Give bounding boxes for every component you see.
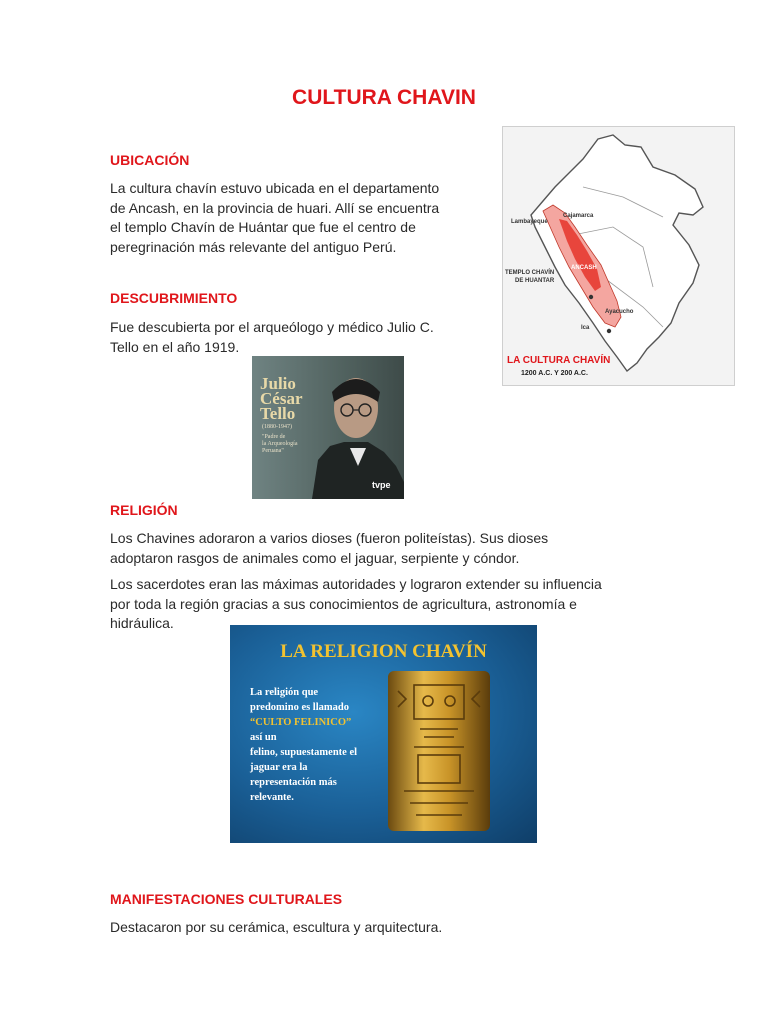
portrait-image <box>252 356 404 499</box>
text-line: por toda la región gracias a sus conocimientos de agricultura, astronomía e <box>110 595 577 612</box>
text-line: adoptaron rasgos de animales como el jaguar, serpiente y cóndor. <box>110 549 520 566</box>
text-line: Los Chavines adoraron a varios dioses (fueron politeístas). Sus dioses <box>110 530 549 546</box>
text-line: Destacaron por su cerámica, escultura y arquitectura. <box>110 919 443 935</box>
map-label-templo-line2: DE HUANTAR <box>515 278 555 284</box>
map-label-templo-line1: TEMPLO CHAVÍN <box>505 270 555 276</box>
portrait-subtitle-line: "Padre de <box>262 434 286 440</box>
map-label-ica: Ica <box>581 325 590 331</box>
map-label-ayacucho: Ayacucho <box>605 309 634 315</box>
paragraph-ubicacion <box>110 179 490 257</box>
portrait-name-line: César <box>260 389 303 408</box>
portrait-name-line: Tello <box>260 404 296 423</box>
gold-artifact <box>384 671 494 831</box>
map-label-ancash: ANCASH <box>571 265 597 271</box>
text-line: el templo Chavín de Huántar que fue el centro de <box>110 219 416 235</box>
poster-text-line: La religión que <box>250 687 319 698</box>
section-heading-manifestaciones: MANIFESTACIONES CULTURALES <box>110 891 343 907</box>
page-title: CULTURA CHAVIN <box>292 86 476 109</box>
map-dates: 1200 A.C. Y 200 A.C. <box>521 370 588 377</box>
religion-poster-image <box>230 625 537 843</box>
poster-text-line: relevante. <box>250 792 294 803</box>
portrait-subtitle-line: la Arqueología <box>262 441 298 447</box>
section-heading-religion: RELIGIÓN <box>110 502 178 518</box>
paragraph-religion-1 <box>110 529 650 568</box>
map-caption: LA CULTURA CHAVÍN <box>507 355 611 366</box>
portrait-years: (1880-1947) <box>262 424 292 430</box>
tvpe-logo: tvpe <box>372 480 391 490</box>
paragraph-manifestaciones <box>110 918 650 938</box>
portrait-subtitle <box>262 434 298 455</box>
poster-title: LA RELIGION CHAVÍN <box>280 641 487 662</box>
text-line: Tello en el año 1919. <box>110 338 240 355</box>
text-line: La cultura chavín estuvo ubicada en el departamento <box>110 180 440 196</box>
text-line: de Ancash, en la provincia de huari. Allí se encuentra <box>110 199 440 216</box>
poster-text-line: felino, supuestamente el <box>250 747 358 758</box>
section-heading-descubrimiento: DESCUBRIMIENTO <box>110 290 238 306</box>
text-line: hidráulica. <box>110 615 174 631</box>
map-label-cajamarca: Cajamarca <box>563 213 594 219</box>
poster-text-line: predomino es llamado <box>250 702 349 713</box>
map-label-lambayeque: Lambayeque <box>511 219 548 225</box>
map-label-templo <box>505 269 554 285</box>
section-heading-ubicacion: UBICACIÓN <box>110 152 190 168</box>
portrait-subtitle-line: Peruana" <box>262 448 284 454</box>
text-line: Fue descubierta por el arqueólogo y médico Julio C. <box>110 319 434 335</box>
portrait-name-line: Julio <box>260 374 296 393</box>
text-line: Los sacerdotes eran las máximas autoridades y lograron extender su influencia <box>110 576 602 592</box>
poster-text-line: representación más <box>250 777 337 788</box>
poster-text-line: jaguar era la <box>250 762 308 773</box>
poster-text-line: así un <box>250 732 277 743</box>
paragraph-descubrimiento <box>110 318 490 357</box>
map-image <box>502 126 735 386</box>
text-line: peregrinación más relevante del antiguo Perú. <box>110 238 397 255</box>
portrait-name <box>260 376 302 421</box>
poster-text <box>250 685 357 805</box>
peru-outline <box>531 135 703 371</box>
poster-highlight: “CULTO FELINICO” <box>250 717 352 728</box>
